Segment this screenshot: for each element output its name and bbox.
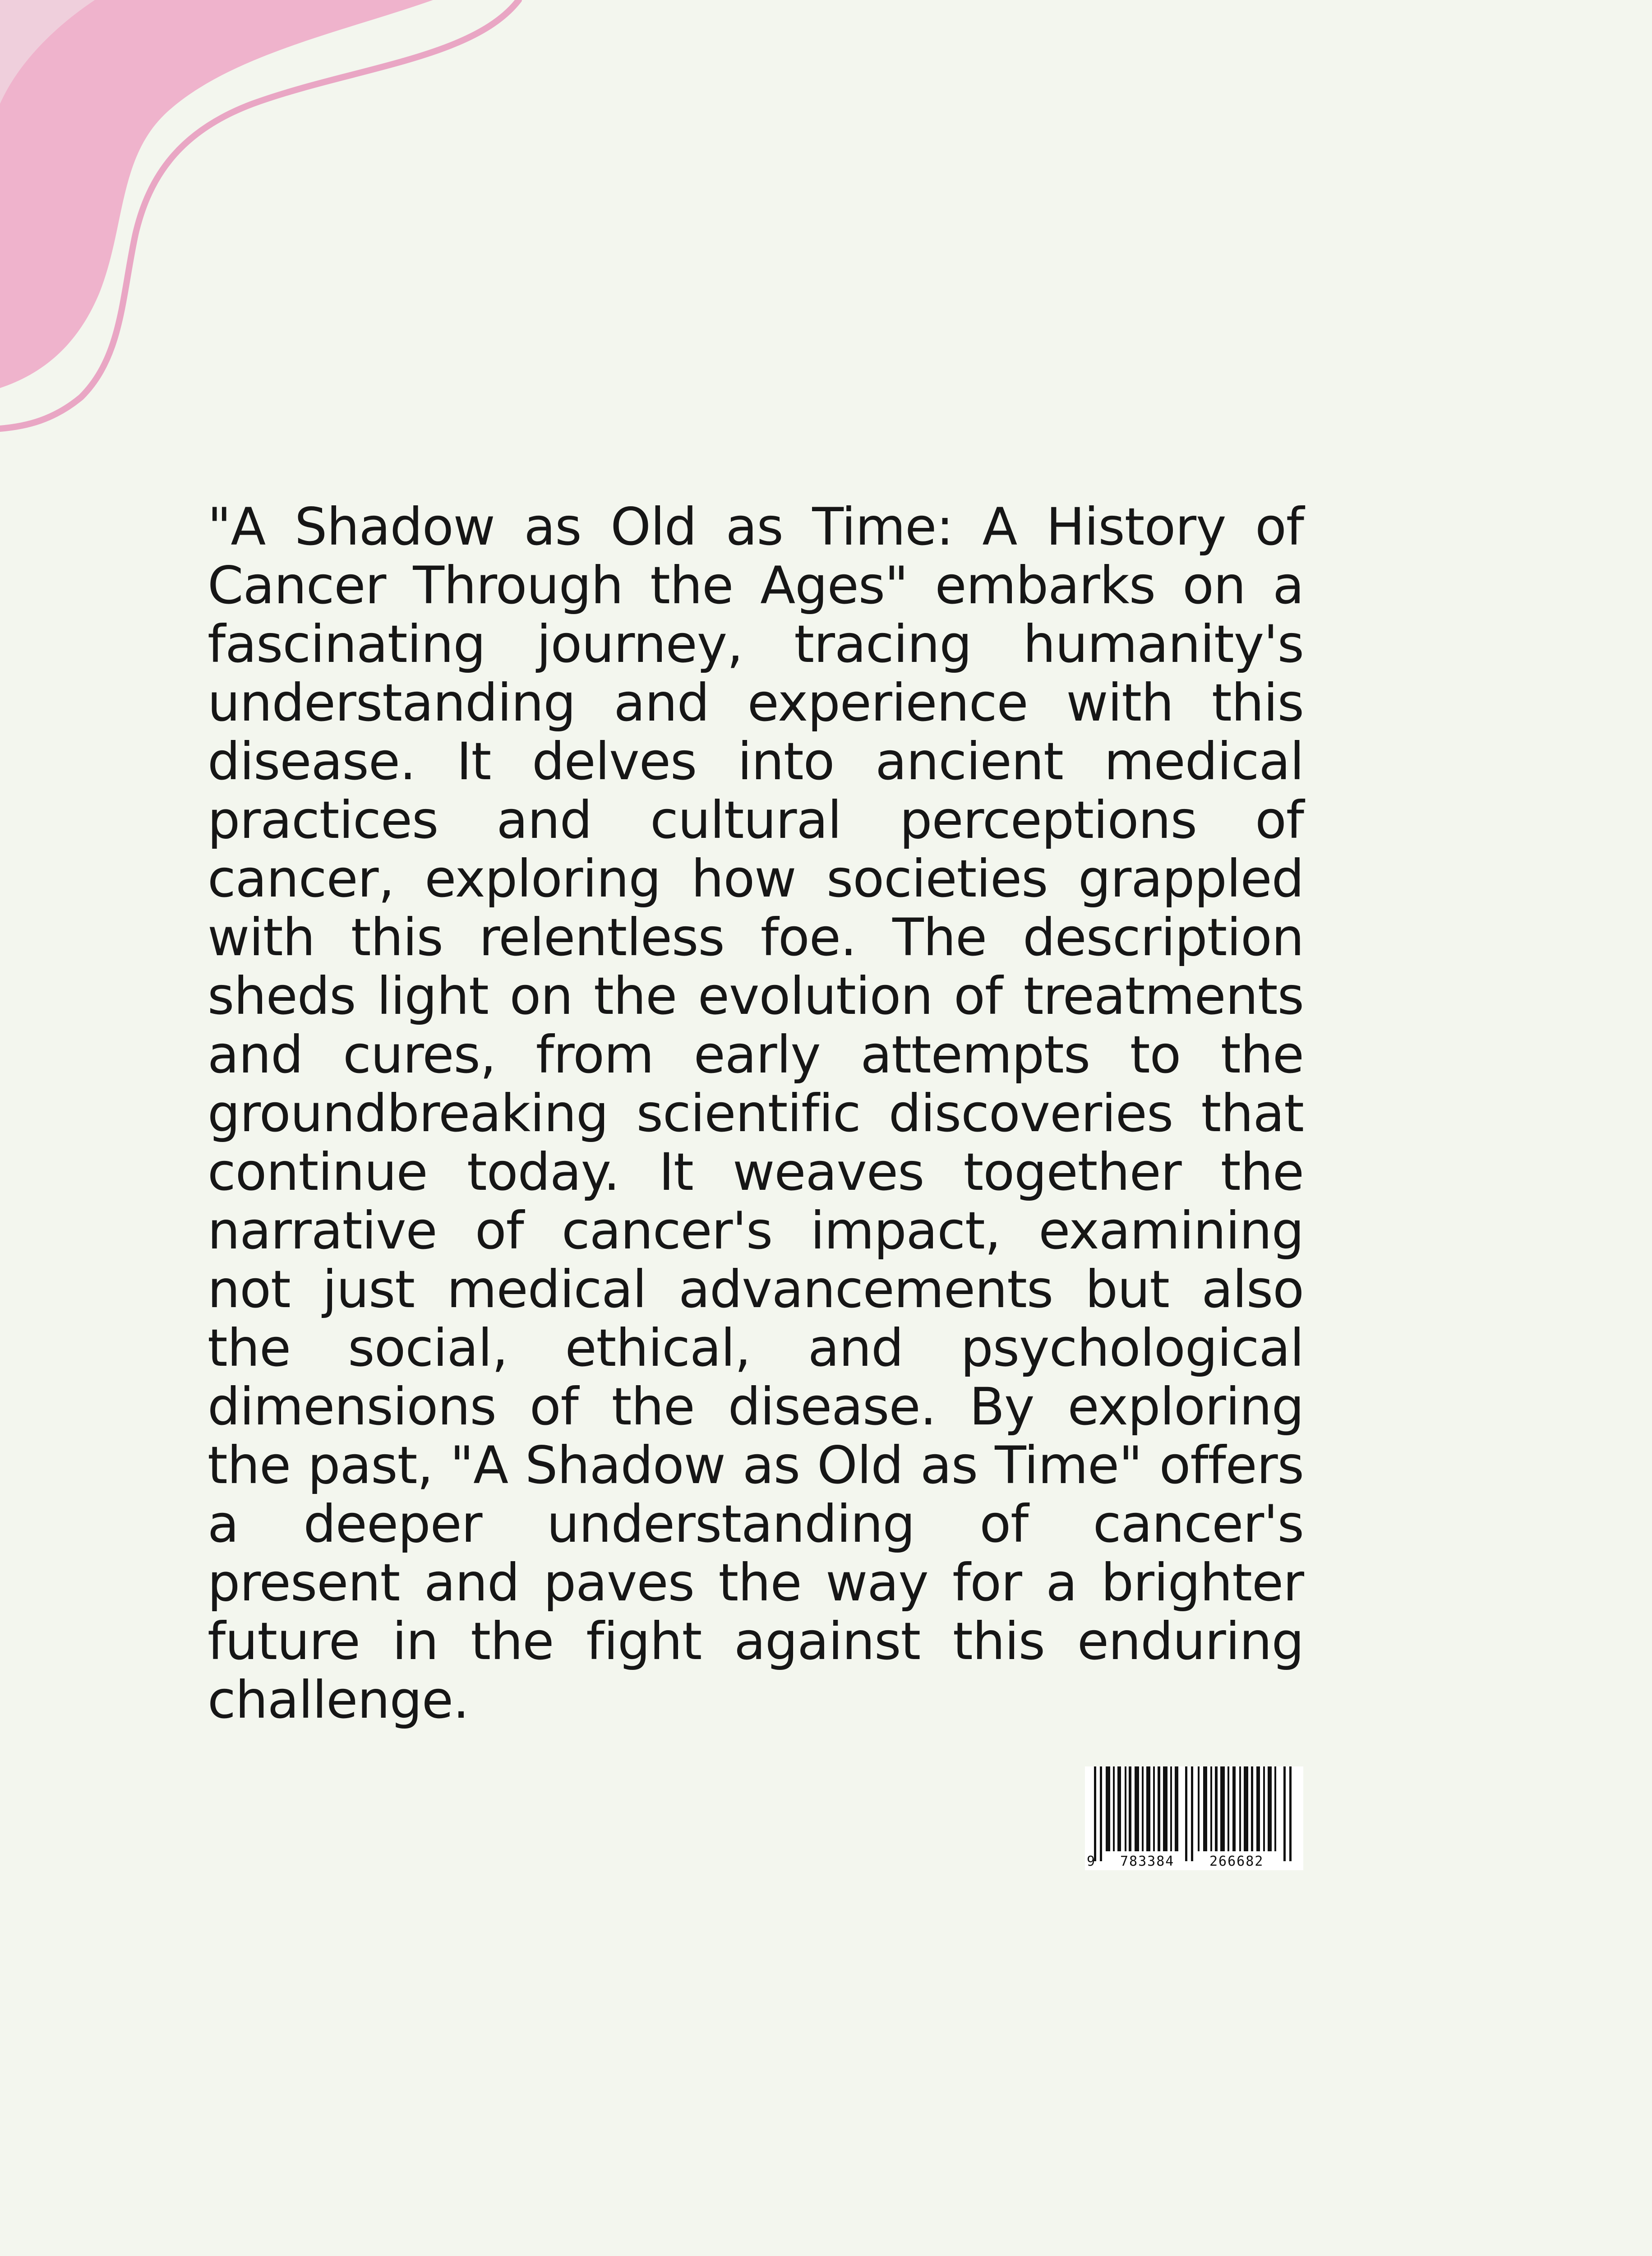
- barcode-lead-digit: 9: [1087, 1854, 1096, 1869]
- barcode-right-digits: 266682: [1209, 1854, 1264, 1869]
- guard-bar: [1094, 1766, 1096, 1861]
- center-guard-bar: [1185, 1766, 1187, 1861]
- pink-wave-decoration: [0, 0, 541, 442]
- back-cover-description: "A Shadow as Old as Time: A History of Cancer Through the Ages" embarks on a fascinating journey, tracing humanity's understanding and experience with this disease. It delves into ancient medical practices and cultural perceptions of cancer, exploring how societies grappled with this relentless foe. The description sheds light on the evolution of treatments and cures, from early attempts to the groundbreaking scientific discoveries that continue today. It weaves together the narrative of cancer's impact, examining not just medical advancements but also the social, ethical, and psychological dimensions of the disease. By exploring the past, "A Shadow as Old as Time" offers a deeper understanding of cancer's present and paves the way for a brighter future in the fight against this enduring challenge.: [208, 497, 1304, 1730]
- center-guard-bar: [1191, 1766, 1193, 1861]
- guard-bar: [1289, 1766, 1292, 1861]
- guard-bar: [1283, 1766, 1286, 1861]
- guard-bar: [1100, 1766, 1102, 1861]
- isbn-barcode: [1085, 1766, 1303, 1870]
- barcode-left-digits: 783384: [1120, 1854, 1175, 1869]
- barcode-bars: [1085, 1766, 1303, 1870]
- pink-blob-main: [0, 0, 433, 388]
